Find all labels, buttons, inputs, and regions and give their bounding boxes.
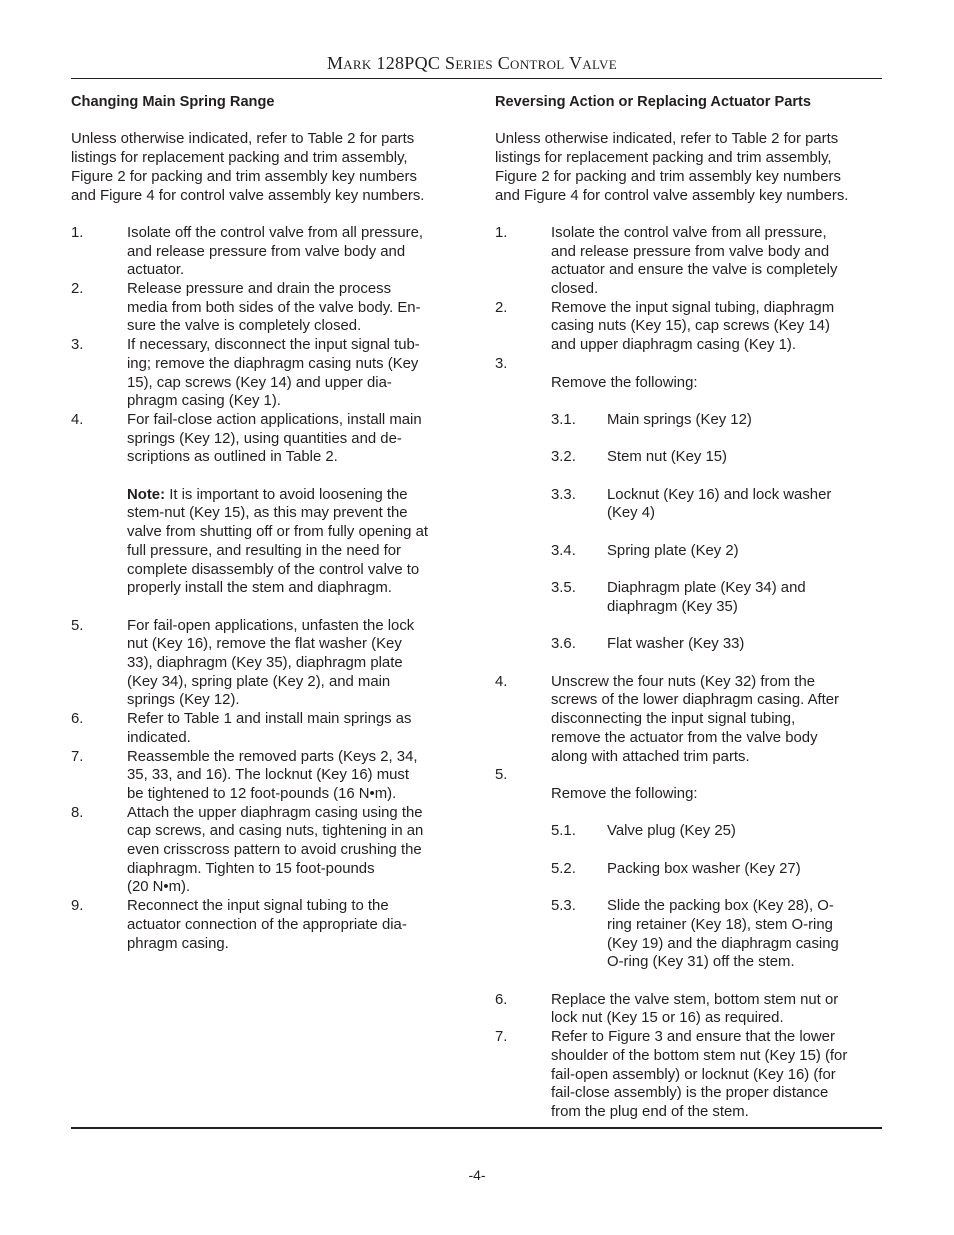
substep-item — [551, 542, 871, 561]
substep-number: 3.6. — [551, 636, 576, 653]
step-text: If necessary, disconnect the input signal tub- ing; remove the diaphragm casing nuts (Key 15), cap screws (Key 14) and upper dia- phragm casing (Key 1). — [127, 337, 420, 410]
section-heading-reversing-action: Reversing Action or Replacing Actuator Parts — [495, 94, 811, 110]
step-item — [71, 224, 447, 280]
step-text: Remove the following: — [551, 785, 698, 802]
step-number: 4. — [495, 673, 508, 690]
step-number: 2. — [71, 281, 84, 297]
step-text: Attach the upper diaphragm casing using the cap screws, and casing nuts, tightening in an even crisscross pattern to avoid crushing the diaphragm. Tighten to 15 foot-pounds (20 N•m). — [127, 804, 424, 896]
step-number: 6. — [495, 991, 508, 1008]
step-item — [495, 1028, 871, 1122]
step-body — [551, 766, 871, 990]
step-item — [71, 411, 447, 467]
step-text: Unscrew the four nuts (Key 32) from the screws of the lower diaphragm casing. After disconnecting the input signal tubing, remove the actuator from the valve body along with attached trim parts. — [551, 673, 840, 765]
page-number: -4- — [468, 1167, 486, 1183]
substep-text: Stem nut (Key 15) — [607, 449, 728, 466]
header-rule — [71, 78, 882, 79]
step-text: Isolate the control valve from all pressure, and release pressure from valve body and actuator and ensure the valve is completely closed. — [551, 224, 838, 297]
step-item — [495, 355, 871, 673]
left-column — [71, 93, 447, 953]
step-text: Reassemble the removed parts (Keys 2, 34, 35, 33, and 16). The locknut (Key 16) must be tightened to 12 foot-pounds (16 N•m). — [127, 748, 418, 802]
substep-number: 5.2. — [551, 860, 576, 877]
substep-text: Diaphragm plate (Key 34) and diaphragm (Key 35) — [607, 580, 806, 615]
step-item — [71, 897, 447, 953]
substep-text: Locknut (Key 16) and lock washer (Key 4) — [607, 486, 832, 522]
step-item — [71, 804, 447, 898]
step-text: Remove the input signal tubing, diaphragm casing nuts (Key 15), cap screws (Key 14) and upper diaphragm casing (Key 1). — [551, 299, 835, 354]
substep-number: 3.4. — [551, 542, 576, 559]
substep-item — [551, 448, 871, 467]
substep-item — [551, 822, 871, 841]
step-text: Reconnect the input signal tubing to the actuator connection of the appropriate dia- phragm casing. — [127, 898, 407, 952]
step-text: Refer to Figure 3 and ensure that the lower shoulder of the bottom stem nut (Key 15) (for fail-open assembly) or locknut (Key 16) (for fail-close assembly) is the proper distance from the plug end of the stem. — [551, 1029, 848, 1120]
step-item — [495, 673, 871, 767]
substep-item — [551, 411, 871, 430]
substep-number: 3.5. — [551, 580, 576, 597]
step-text: For fail-open applications, unfasten the lock nut (Key 16), remove the flat washer (Key 33), diaphragm (Key 35), diaphragm plate (Key 34), spring plate (Key 2), and main springs (Key 12). — [127, 617, 415, 709]
step-item — [495, 224, 871, 299]
substep-item — [551, 897, 871, 972]
footer-rule — [71, 1127, 882, 1129]
step-number: 5. — [495, 767, 508, 784]
document-header-title: Mark 128PQC Series Control Valve — [326, 53, 617, 73]
step-text: Remove the following: — [551, 374, 698, 391]
step-item — [71, 280, 447, 336]
substep-number: 3.2. — [551, 449, 576, 466]
step-item — [495, 766, 871, 990]
step-number: 3. — [71, 337, 84, 354]
step-item — [71, 336, 447, 411]
substep-text: Slide the packing box (Key 28), O- ring retainer (Key 18), stem O-ring (Key 19) and the diaphragm casing O-ring (Key 31) off the stem. — [607, 898, 839, 971]
substep-item — [551, 579, 871, 616]
substep-item — [551, 486, 871, 523]
step-body — [551, 355, 871, 673]
step-item — [495, 299, 871, 355]
substep-number: 5.1. — [551, 823, 576, 840]
step-number: 1. — [495, 224, 508, 241]
substep-text: Spring plate (Key 2) — [607, 542, 739, 559]
note-block — [127, 486, 447, 598]
substep-number: 3.1. — [551, 411, 576, 428]
step-number: 9. — [71, 898, 84, 915]
step-number: 8. — [71, 804, 84, 821]
step-text: Refer to Table 1 and install main springs as indicated. — [127, 711, 412, 746]
note-text: It is important to avoid loosening the stem-nut (Key 15), as this may prevent the valve from shutting off or from fully opening at full pressure, and resulting in the need for complete disassembly of the control valve to properly install the stem and diaphragm. — [127, 486, 428, 597]
step-number: 7. — [495, 1029, 508, 1046]
substep-number: 3.3. — [551, 486, 576, 503]
note-label: Note: — [127, 486, 166, 503]
step-number: 4. — [71, 411, 84, 428]
step-item — [495, 991, 871, 1028]
step-number: 7. — [71, 748, 84, 765]
step-number: 2. — [495, 299, 508, 316]
substep-text: Valve plug (Key 25) — [607, 823, 736, 840]
step-item — [71, 748, 447, 804]
substep-text: Packing box washer (Key 27) — [607, 860, 801, 877]
substep-text: Flat washer (Key 33) — [607, 636, 745, 653]
substep-item — [551, 635, 871, 654]
step-number: 3. — [495, 355, 508, 372]
step-text: Replace the valve stem, bottom stem nut or lock nut (Key 15 or 16) as required. — [551, 991, 839, 1027]
step-item — [71, 710, 447, 747]
step-text: Isolate off the control valve from all pressure, and release pressure from valve body and actuator. — [127, 224, 424, 279]
step-text: For fail-close action applications, install main springs (Key 12), using quantities and de- scriptions as outlined in Table 2. — [127, 411, 422, 466]
substep-text: Main springs (Key 12) — [607, 411, 752, 428]
section-intro: Unless otherwise indicated, refer to Table 2 for parts listings for replacement packing and trim assembly, Figure 2 for packing and trim assembly key numbers and Figure 4 for control valve assembly key numbers. — [495, 131, 849, 204]
right-column — [495, 93, 871, 1122]
step-text: Release pressure and drain the process media from both sides of the valve body. En- sure the valve is completely closed. — [127, 281, 421, 335]
substep-item — [551, 860, 871, 879]
section-heading-spring-range: Changing Main Spring Range — [71, 94, 275, 110]
step-number: 1. — [71, 224, 84, 241]
section-intro: Unless otherwise indicated, refer to Table 2 for parts listings for replacement packing and trim assembly, Figure 2 for packing and trim assembly key numbers and Figure 4 for control valve assembly key numbers. — [71, 131, 425, 204]
substep-number: 5.3. — [551, 898, 576, 915]
step-number: 5. — [71, 617, 84, 634]
step-number: 6. — [71, 711, 84, 728]
step-item — [71, 617, 447, 711]
